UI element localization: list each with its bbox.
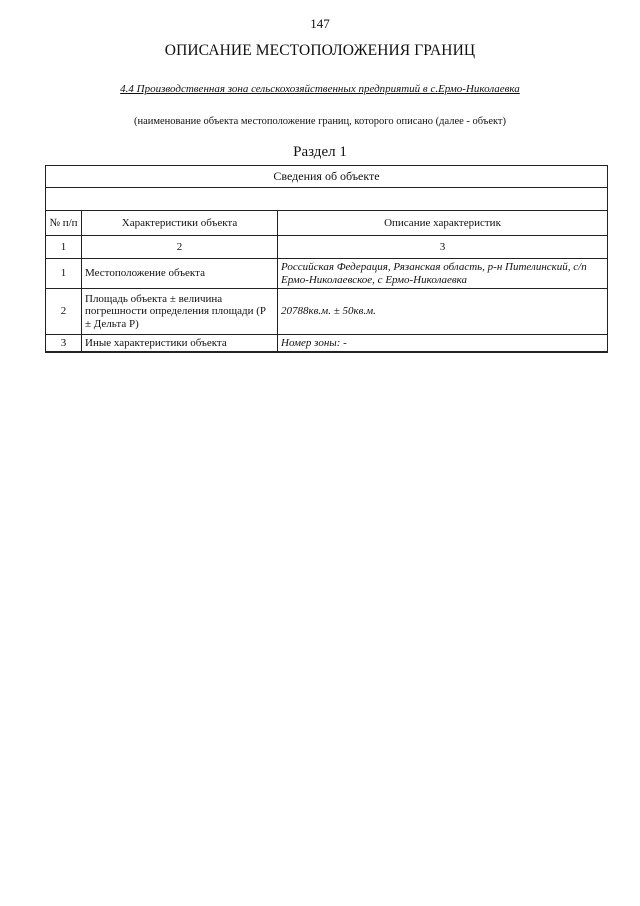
table-blank-row [46, 188, 608, 211]
table-blank-cell [46, 188, 608, 211]
row-description: Номер зоны: - [278, 335, 608, 353]
table-row [46, 259, 608, 289]
table-row [46, 335, 608, 353]
column-header-characteristic: Характеристики объекта [82, 211, 278, 236]
column-index-2: 2 [82, 236, 278, 259]
row-characteristic: Иные характеристики объекта [82, 335, 278, 353]
object-caption: (наименование объекта местоположение границ, которого описано (далее - объект) [133, 116, 507, 127]
column-index-3: 3 [278, 236, 608, 259]
table-row [46, 289, 608, 335]
column-header-description: Описание характеристик [278, 211, 608, 236]
row-characteristic: Площадь объекта ± величина погрешности определения площади (Р ± Дельта Р) [82, 289, 278, 335]
row-num: 3 [46, 335, 82, 353]
document-title: ОПИСАНИЕ МЕСТОПОЛОЖЕНИЯ ГРАНИЦ [164, 42, 476, 59]
table-header-row [46, 211, 608, 236]
row-num: 1 [46, 259, 82, 289]
table-section-header: Сведения об объекте [46, 166, 608, 188]
row-description: Российская Федерация, Рязанская область, р-н Пителинский, с/п Ермо-Николаевское, с Ермо-Николаевка [278, 259, 608, 289]
page-number: 147 [310, 16, 330, 31]
table-section-header-row [46, 166, 608, 188]
section-title: Раздел 1 [293, 144, 347, 160]
row-description: 20788кв.м. ± 50кв.м. [278, 289, 608, 335]
table-index-row [46, 236, 608, 259]
row-num: 2 [46, 289, 82, 335]
row-characteristic: Местоположение объекта [82, 259, 278, 289]
object-info-table [45, 165, 608, 353]
column-index-1: 1 [46, 236, 82, 259]
column-header-num: № п/п [46, 211, 82, 236]
object-name: 4.4 Производственная зона сельскохозяйственных предприятий в с.Ермо-Николаевка [120, 83, 520, 95]
